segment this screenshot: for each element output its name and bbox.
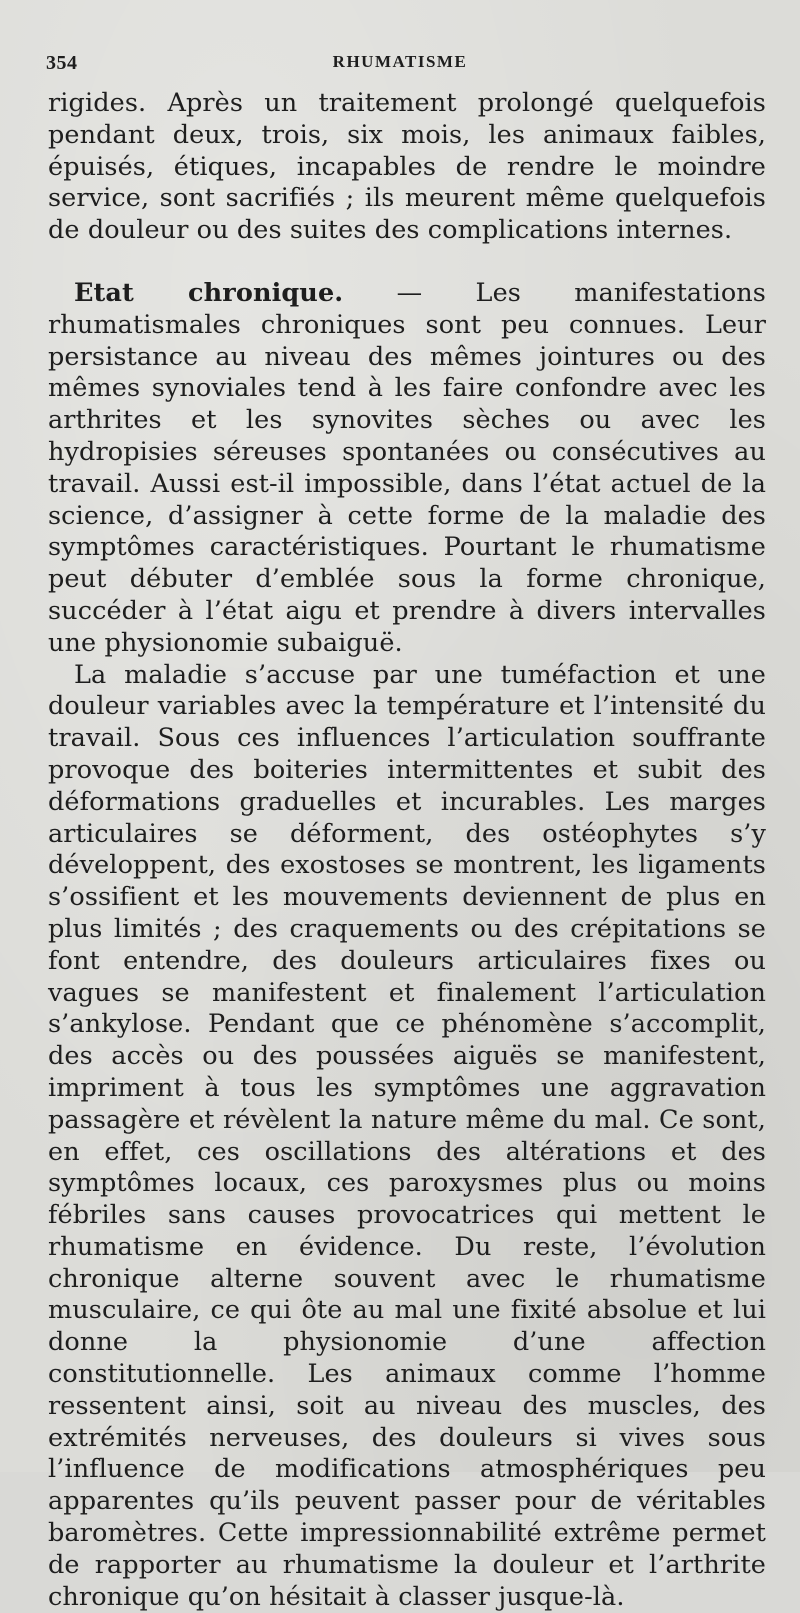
section-dash: — <box>343 277 476 308</box>
paragraph-2-text: Les manifestations rhumatismales chroniques sont peu connues. Leur persistance au niveau des mêmes jointures ou des mêmes synoviales tend à les faire confondre avec les arthrites et les synovites sèches ou avec les hydropisies séreuses spontanées ou consécutives au travail. Aussi est-il impossible, dans l’état actuel de la science, d’assigner à cette forme de la maladie des symptômes caractéristiques. Pourtant le rhumatisme peut débuter d’emblée sous la forme chronique, succéder à l’état aigu et prendre à divers intervalles une physionomie subaiguë. <box>48 277 766 658</box>
paragraph-3: La maladie s’accuse par une tuméfaction et une douleur variables avec la température et l’intensité du travail. Sous ces influences l’articulation souffrante provoque des boiteries intermittentes et subit des déformations graduelles et incurables. Les marges articulaires se déforment, des ostéophytes s’y développent, des exostoses se montrent, les ligaments s’ossifient et les mouvements deviennent de plus en plus limités ; des craquements ou des crépitations se font entendre, des douleurs articulaires fixes ou vagues se manifestent et finalement l’articulation s’ankylose. Pendant que ce phénomène s’accomplit, des accès ou des poussées aiguës se manifestent, impriment à tous les symptômes une aggravation passagère et révèlent la nature même du mal. Ce sont, en effet, ces oscillations des altérations et des symptômes locaux, ces paroxysmes plus ou moins fébriles sans causes provocatrices qui mettent le rhumatisme en évidence. Du reste, l’évolution chronique alterne souvent avec le rhumatisme musculaire, ce qui ôte au mal une fixité absolue et lui donne la physionomie d’une affection constitutionnelle. Les animaux comme l’homme ressentent ainsi, soit au niveau des muscles, des extrémités nerveuses, des douleurs si vives sous l’influence de modifications atmosphériques peu apparentes qu’ils peuvent passer pour de véritables baromètres. Cette impressionnabilité extrême permet de rapporter au rhumatisme la douleur et l’arthrite chronique qu’on hésitait à classer jusque-là. <box>48 659 766 1612</box>
body-text <box>48 88 766 1613</box>
running-head <box>46 52 754 82</box>
paragraph-2 <box>48 278 766 660</box>
paragraph-1: rigides. Après un traitement prolongé quelquefois pendant deux, trois, six mois, les animaux faibles, épuisés, étiques, incapables de rendre le moindre service, sont sacrifiés ; ils meurent même quelquefois de douleur ou des suites des complications internes. <box>48 88 766 246</box>
section-heading: Etat chronique. <box>74 277 344 308</box>
page-number: 354 <box>46 52 78 74</box>
running-title: RHUMATISME <box>332 52 468 71</box>
